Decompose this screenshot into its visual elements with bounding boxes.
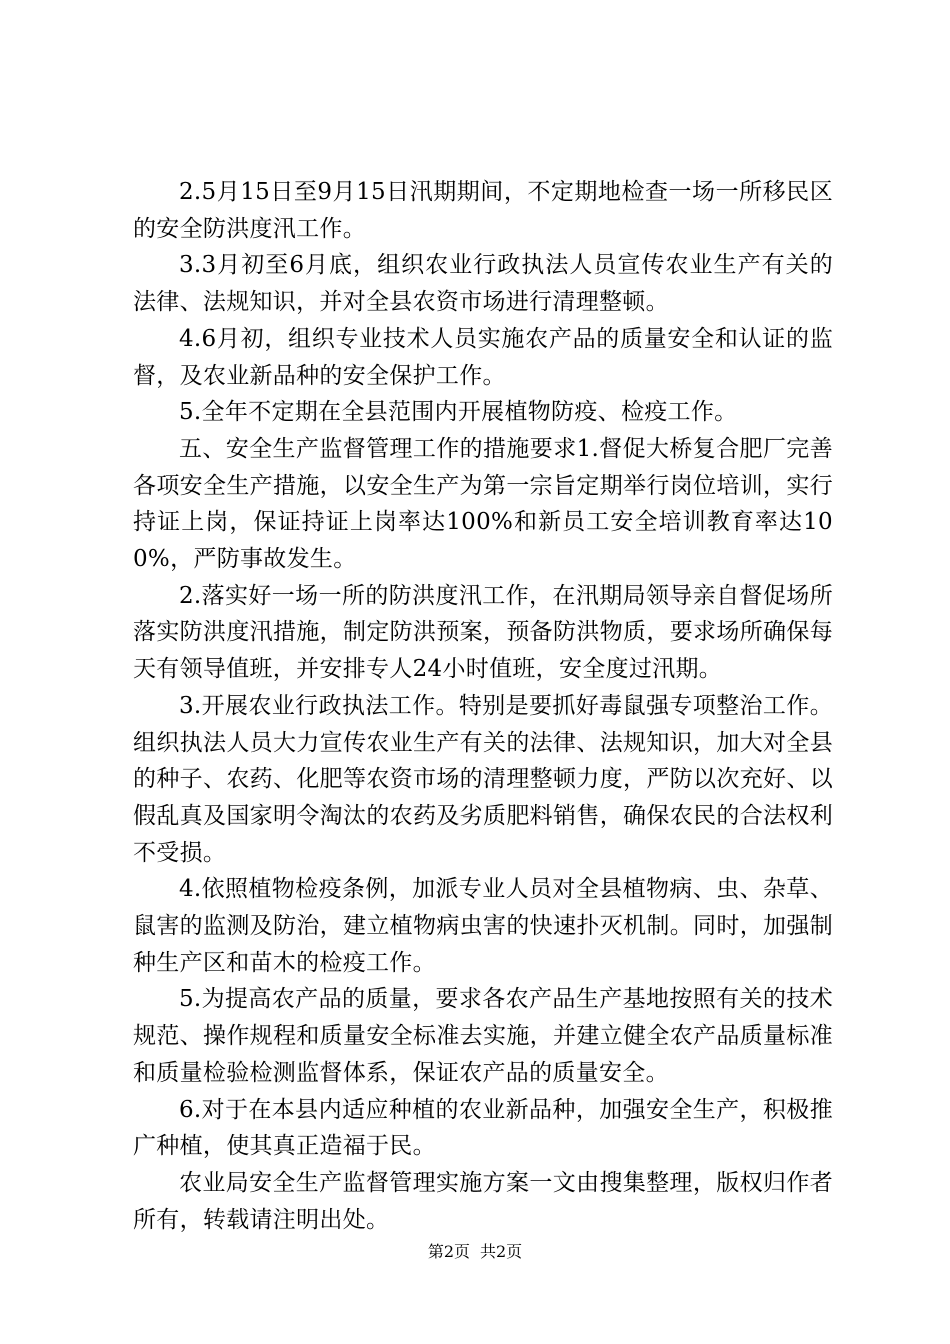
paragraph: 5.为提高农产品的质量，要求各农产品生产基地按照有关的技术规范、操作规程和质量安全标准去实施，并建立健全农产品质量标准和质量检验检测监督体系，保证农产品的质量安全。 — [133, 986, 833, 1086]
paragraph: 2.落实好一场一所的防洪度汛工作，在汛期局领导亲自督促场所落实防洪度汛措施，制定防洪预案，预备防洪物质，要求场所确保每天有领导值班，并安排专人24小时值班，安全度过汛期。 — [133, 582, 833, 683]
paragraph: 4.6月初，组织专业技术人员实施农产品的质量安全和认证的监督，及农业新品种的安全保护工作。 — [133, 325, 833, 389]
document-body — [133, 174, 833, 1238]
paragraph: 4.依照植物检疫条例，加派专业人员对全县植物病、虫、杂草、鼠害的监测及防治，建立植物病虫害的快速扑灭机制。同时，加强制种生产区和苗木的检疫工作。 — [133, 876, 833, 976]
paragraph: 农业局安全生产监督管理实施方案一文由搜集整理，版权归作者所有，转载请注明出处。 — [133, 1169, 833, 1233]
page-number: 第2页 — [427, 1242, 470, 1261]
page-footer — [0, 1242, 950, 1262]
paragraph: 五、安全生产监督管理工作的措施要求1.督促大桥复合肥厂完善各项安全生产措施，以安全生产为第一宗旨定期举行岗位培训，实行持证上岗，保证持证上岗率达100%和新员工安全培训教育率达100%，严防事故发生。 — [133, 435, 833, 573]
paragraph: 6.对于在本县内适应种植的农业新品种，加强安全生产，积极推广种植，使其真正造福于民。 — [133, 1096, 833, 1160]
paragraph: 5.全年不定期在全县范围内开展植物防疫、检疫工作。 — [179, 399, 738, 426]
paragraph: 2.5月15日至9月15日汛期期间，不定期地检查一场一所移民区的安全防洪度汛工作。 — [133, 179, 833, 242]
paragraph: 3.3月初至6月底，组织农业行政执法人员宣传农业生产有关的法律、法规知识，并对全县农资市场进行清理整顿。 — [133, 252, 833, 316]
page-total: 共2页 — [480, 1242, 523, 1261]
paragraph: 3.开展农业行政执法工作。特别是要抓好毒鼠强专项整治工作。组织执法人员大力宣传农业生产有关的法律、法规知识，加大对全县的种子、农药、化肥等农资市场的清理整顿力度，严防以次充好、以假乱真及国家明令淘汰的农药及劣质肥料销售，确保农民的合法权利不受损。 — [133, 692, 833, 866]
